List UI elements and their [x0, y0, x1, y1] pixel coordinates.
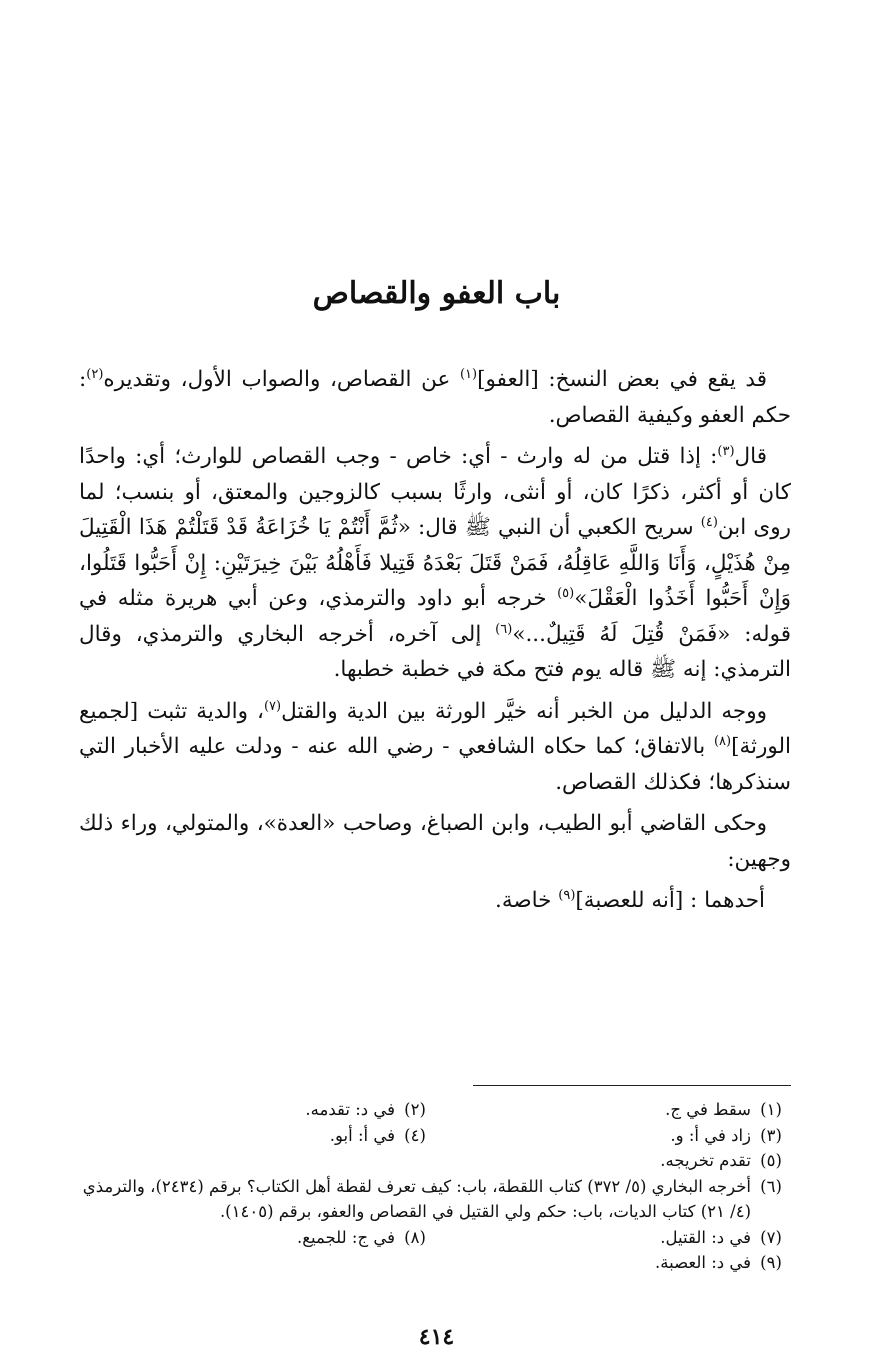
footnote-9	[79, 1250, 791, 1276]
text-span: قد يقع في بعض النسخ: [العفو]	[477, 367, 767, 392]
text-span: إلى آخره، أخرجه البخاري والترمذي، وقال الترمذي: إنه ﷺ قاله يوم فتح مكة في خطبة خطبها.	[79, 621, 791, 682]
footnote-ref-7: (٧)	[263, 698, 282, 714]
text-span: وحكى القاضي أبو الطيب، وابن الصباغ، وصاحب «العدة»، والمتولي، وراء ذلك وجهين:	[79, 811, 791, 872]
text-span: قال	[734, 444, 767, 469]
footnote-ref-2: (٢)	[86, 366, 104, 382]
footnote-divider	[473, 1085, 791, 1086]
text-span: ، والدية تثبت [لجميع الورثة]	[79, 698, 791, 759]
text-span: بالاتفاق؛ كما حكاه الشافعي - رضي الله عنه - ودلت عليه الأخبار التي سنذكرها؛ فكذلك القصاص.	[79, 734, 791, 795]
footnote-number: (٥)	[760, 1151, 782, 1170]
footnote-number: (٦)	[760, 1176, 782, 1196]
footnote-number: (٤)	[404, 1125, 426, 1145]
footnote-row	[79, 1174, 791, 1225]
footnote-ref-5: (٥)	[557, 585, 575, 601]
footnote-ref-9: (٩)	[558, 887, 576, 903]
footnote-row	[79, 1097, 791, 1123]
footnote-text: في د: تقدمه.	[305, 1100, 395, 1119]
footnote-8	[79, 1225, 435, 1251]
footnote-7	[435, 1225, 791, 1251]
footnote-1	[435, 1097, 791, 1123]
footnote-ref-3: (٣)	[717, 443, 735, 459]
text-span: خاصة.	[494, 888, 559, 913]
paragraph-1	[79, 362, 791, 433]
footnote-number: (١)	[760, 1100, 782, 1119]
text-span: عن القصاص، والصواب الأول، وتقديره	[103, 367, 460, 392]
main-text	[79, 362, 791, 925]
text-span: خرجه أبو داود والترمذي، وعن أبي هريرة مثله في قوله: «فَمَنْ قُتِلَ لَهُ قَتِيلٌ...»	[79, 586, 791, 647]
footnote-row	[79, 1225, 791, 1251]
footnote-text: في د: القتيل.	[660, 1227, 751, 1247]
footnote-text: في أ: أبو.	[329, 1125, 395, 1145]
footnote-text: في د: العصبة.	[655, 1253, 751, 1272]
footnote-ref-8: (٨)	[713, 733, 732, 749]
footnote-5	[79, 1148, 791, 1174]
footnote-text: سقط في ج.	[665, 1100, 751, 1119]
footnote-text: أخرجه البخاري (٥/ ٣٧٢) كتاب اللقطة، باب: كيف تعرف لقطة أهل الكتاب؟ برقم (٢٤٣٤)، والترمذي (٤/ ٢١) كتاب الديات، باب: حكم ولي القتيل في القصاص والعفو، برقم (١٤٠٥).	[82, 1176, 751, 1221]
paragraph-4	[79, 806, 791, 877]
text-span: : حكم العفو وكيفية القصاص.	[79, 367, 791, 428]
footnote-ref-6: (٦)	[495, 621, 513, 637]
paragraph-5	[79, 883, 791, 919]
text-span: : إذا قتل من له وارث - أي: خاص - وجب القصاص للوارث؛ أي: واحدًا كان أو أكثر، ذكرًا كان، أو أنثى، وارثًا بسبب كالزوجين والمعتق، أو بنسب؛ لما روى ابن	[79, 444, 791, 540]
footnote-row	[79, 1148, 791, 1174]
footnote-row	[79, 1250, 791, 1276]
text-span: أحدهما : [أنه للعصبة]	[575, 888, 765, 913]
footnote-4	[79, 1123, 435, 1149]
page-number: ٤١٤	[418, 1324, 455, 1350]
paragraph-2	[79, 439, 791, 688]
footnote-text: زاد في أ: و.	[670, 1125, 751, 1145]
hadith-quote: سريح الكعبي أن النبي ﷺ قال: «ثُمَّ أَنْتُمْ يَا خُزَاعَةُ قَدْ قَتَلْتُمْ هَذَا الْقَتِيلَ مِنْ هُذَيْلٍ، وَأَنَا وَاللَّهِ عَاقِلُهُ، فَمَنْ قَتَلَ بَعْدَهُ قَتِيلا فَأَهْلُهُ بَيْنَ خِيرَتَيْنِ: إِنْ أَحَبُّوا قَتَلُوا، وَإِنْ أَحَبُّوا أَخَذُوا الْعَقْلَ»	[79, 515, 791, 611]
footnote-number: (٢)	[404, 1100, 426, 1119]
chapter-title: باب العفو والقصاص	[312, 276, 561, 312]
footnote-ref-4: (٤)	[700, 514, 718, 530]
footnote-row	[79, 1123, 791, 1149]
footnote-number: (٨)	[404, 1227, 426, 1247]
footnote-text: في ج: للجميع.	[296, 1227, 395, 1247]
footnote-number: (٣)	[760, 1125, 782, 1145]
footnote-2	[79, 1097, 435, 1123]
footnote-text: تقدم تخريجه.	[660, 1151, 751, 1170]
footnote-3	[435, 1123, 791, 1149]
paragraph-3	[79, 694, 791, 801]
footnote-number: (٧)	[760, 1227, 782, 1247]
footnote-6	[79, 1174, 791, 1225]
footnote-number: (٩)	[760, 1253, 782, 1272]
footnote-ref-1: (١)	[459, 366, 478, 382]
footnotes	[79, 1097, 791, 1276]
text-span: ووجه الدليل من الخبر أنه خيَّر الورثة بين الدية والقتل	[281, 698, 767, 724]
